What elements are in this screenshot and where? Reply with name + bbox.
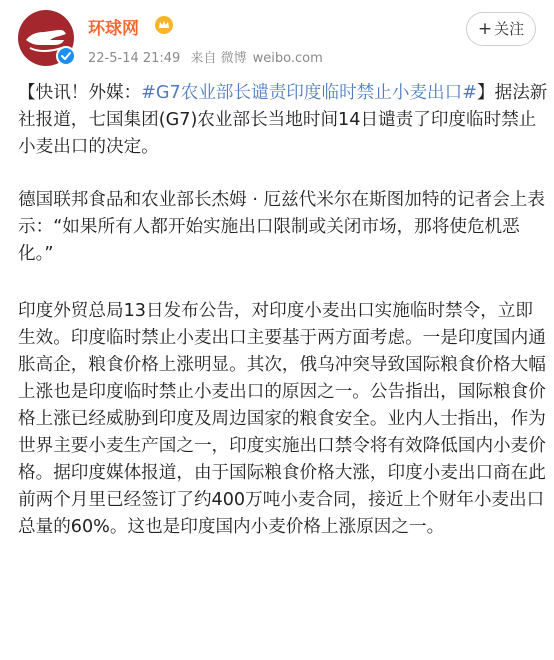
headline-prefix: 【快讯！外媒：: [18, 83, 142, 103]
verified-icon: [56, 46, 76, 66]
post-source-label: 来自 微博: [190, 51, 247, 66]
post-meta: [88, 47, 329, 66]
post-paragraph-2: 德国联邦食品和农业部长杰姆 · 厄兹代米尔在斯图加特的记者会上表示：“如果所有人都开始实施出口限制或关闭市场，那将使危机恶化。”: [18, 190, 545, 264]
post-content: [18, 80, 548, 541]
vip-badge-icon: [154, 15, 174, 35]
paragraph-1-body: 据法新社报道，七国集团(G7)农业部长当地时间14日谴责了印度临时禁止小麦出口的决定。: [18, 83, 548, 157]
post-paragraph-3: 印度外贸总局13日发布公告，对印度小麦出口实施临时禁令，立即生效。印度临时禁止小麦出口主要基于两方面考虑。一是印度国内通胀高企，粮食价格上涨明显。其次，俄乌冲突导致国际粮食价格大幅上涨也是印度临时禁止小麦出口的原因之一。公告指出，国际粮食价格上涨已经威胁到印度及周边国家的粮食安全。业内人士指出，作为世界主要小麦生产国之一，印度实施出口禁令将有效降低国内小麦价格。据印度媒体报道，由于国际粮食价格大涨，印度小麦出口商在此前两个月里已经签订了约400万吨小麦合同，接近上个财年小麦出口总量的60%。这也是印度国内小麦价格上涨原因之一。: [18, 301, 546, 537]
headline-suffix: 】: [476, 83, 495, 103]
plus-icon: +: [477, 19, 493, 39]
paragraph-gap: [18, 268, 548, 298]
post-paragraph-1: [18, 80, 548, 161]
hashtag-link[interactable]: #G7农业部长谴责印度临时禁止小麦出口#: [141, 83, 477, 103]
username[interactable]: 环球网: [88, 19, 139, 39]
paragraph-gap: [18, 161, 548, 187]
follow-button-label: 关注: [494, 20, 525, 38]
post-timestamp[interactable]: 22-5-14 21:49: [88, 51, 181, 66]
follow-button[interactable]: [466, 12, 536, 46]
post-source-site: weibo.com: [252, 51, 323, 66]
